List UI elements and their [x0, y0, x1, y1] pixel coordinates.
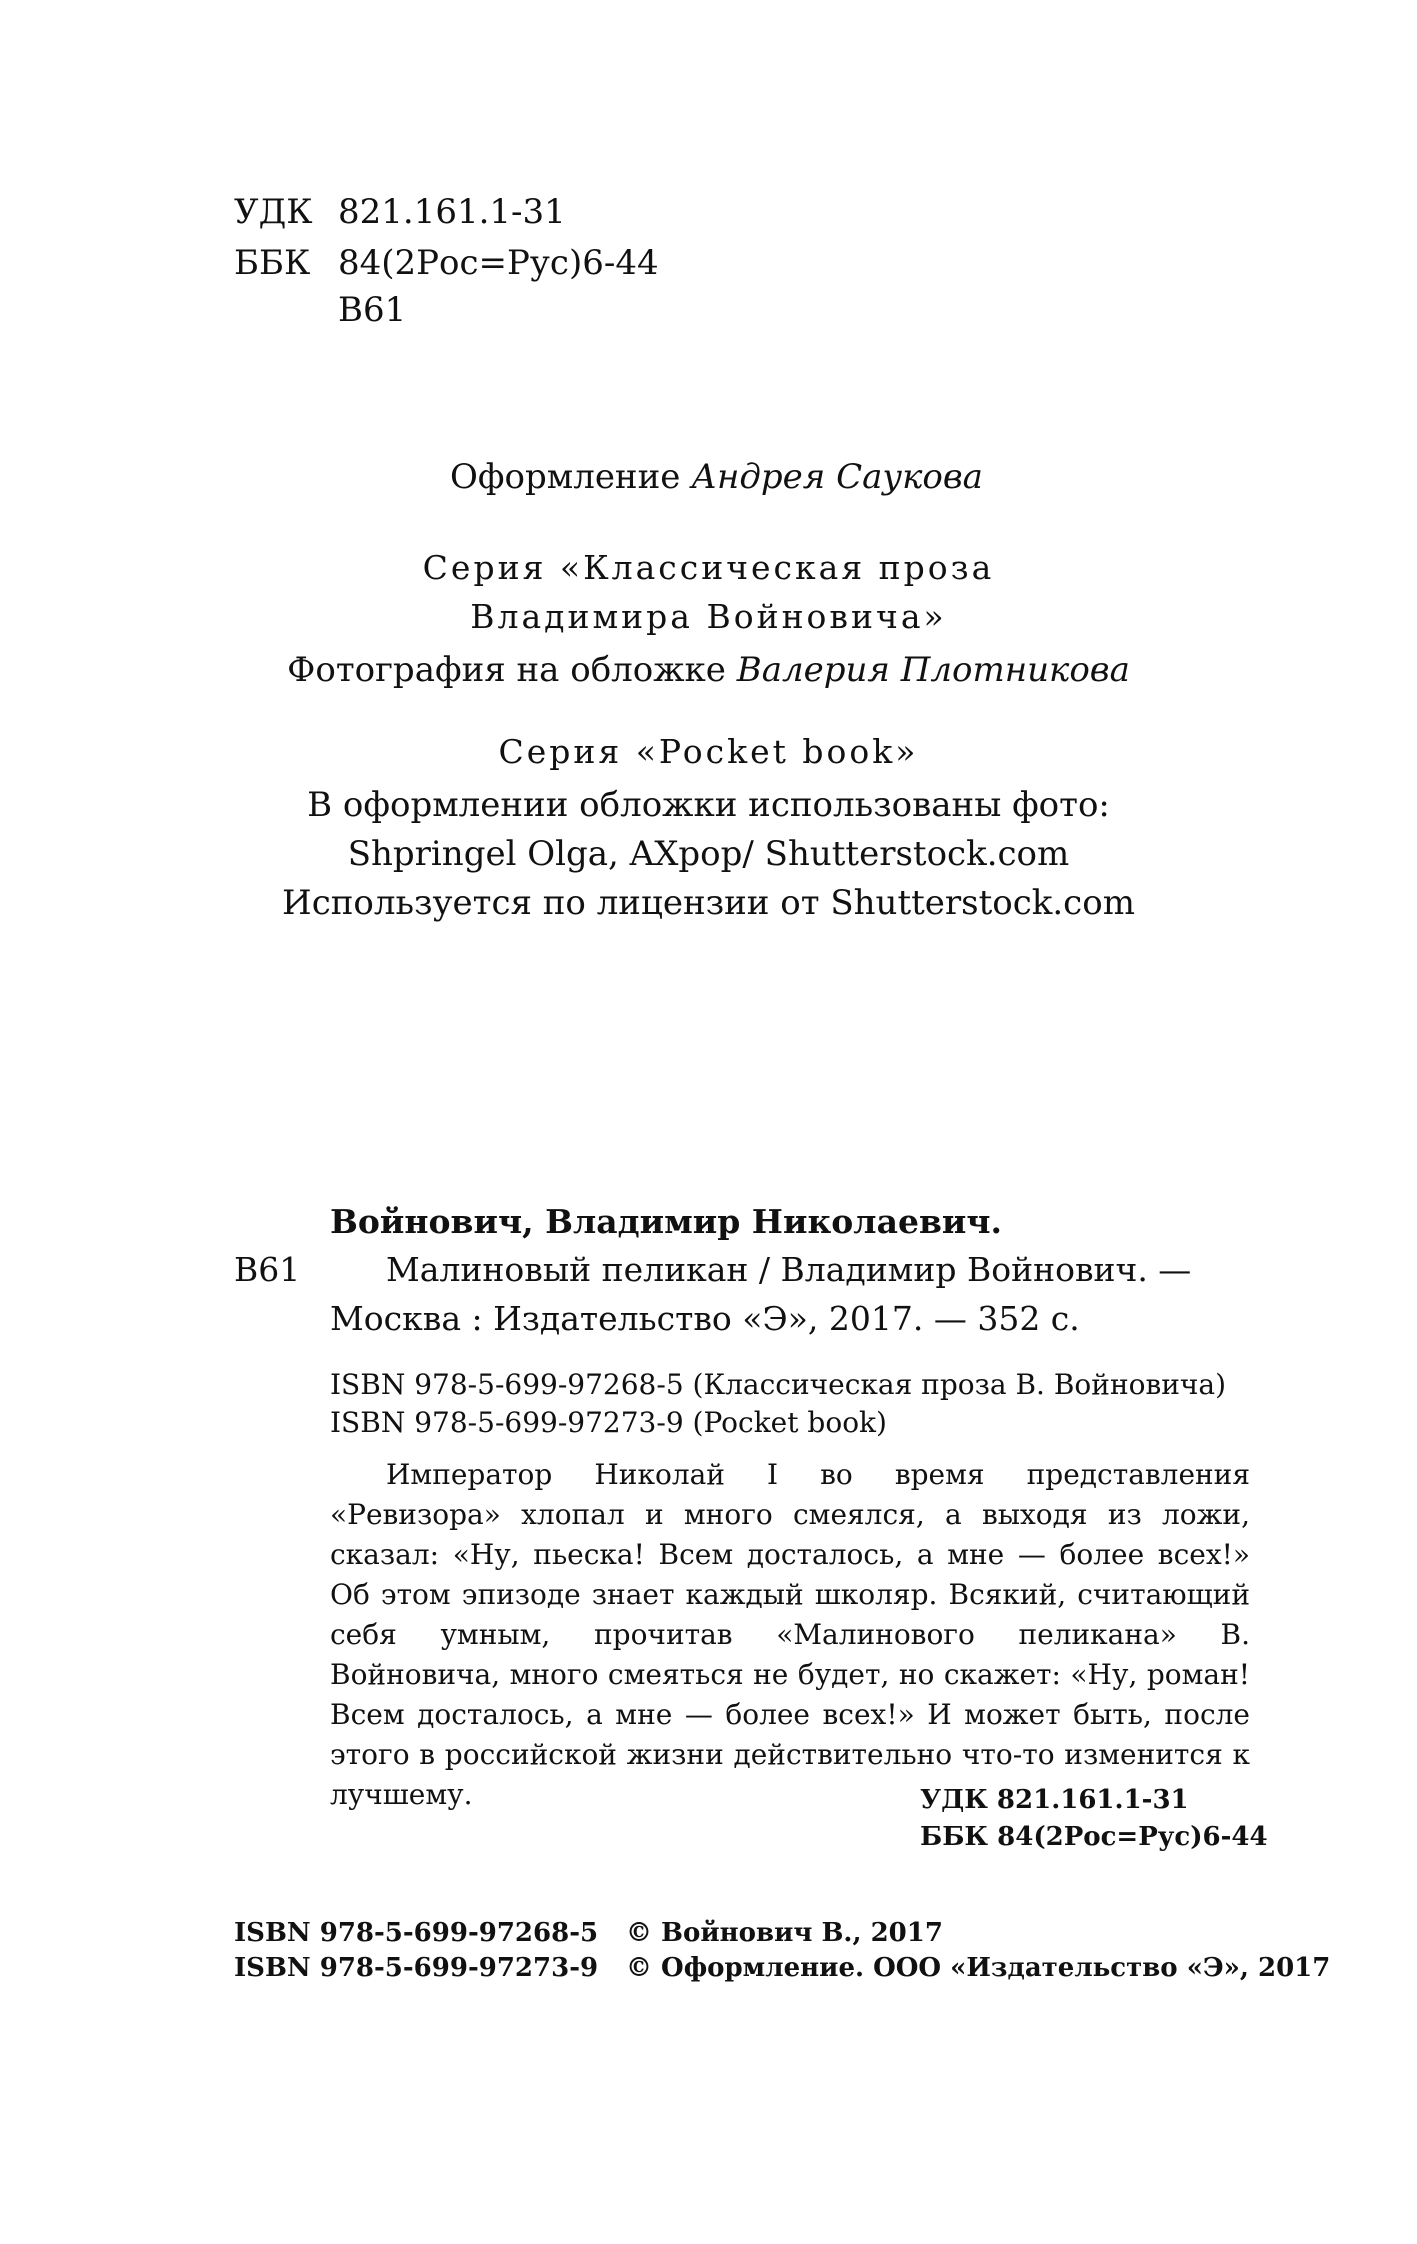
- design-credit: [0, 457, 1417, 497]
- copyright-author: © Войнович В., 2017: [626, 1918, 943, 1948]
- photo-credit: [0, 650, 1417, 690]
- isbn2-record: ISBN 978-5-699-97273-9 (Pocket book): [330, 1406, 887, 1439]
- udk-footer: УДК 821.161.1-31: [920, 1785, 1189, 1815]
- title-line2: Москва : Издательство «Э», 2017. — 352 с.: [330, 1299, 1080, 1338]
- footer-isbn1: ISBN 978-5-699-97268-5: [234, 1918, 599, 1948]
- series1-line2: Владимира Войновича»: [470, 597, 947, 636]
- title-line1: Малиновый пеликан / Владимир Войнович. —: [386, 1250, 1192, 1289]
- author-heading: Войнович, Владимир Николаевич.: [330, 1202, 1002, 1241]
- isbn1-record: ISBN 978-5-699-97268-5 (Классическая проза В. Войновича): [330, 1368, 1227, 1401]
- design-prefix: Оформление: [450, 457, 681, 497]
- udk-value: 821.161.1-31: [338, 192, 566, 232]
- annotation: [330, 1455, 1250, 1815]
- author-sign: В61: [234, 1250, 301, 1289]
- bbk-label: ББК: [234, 243, 311, 283]
- photo-name: Валерия Плотникова: [736, 650, 1130, 690]
- copyright-publisher: © Оформление. ООО «Издательство «Э», 2017: [626, 1953, 1331, 1983]
- bbk-footer: ББК 84(2Рос=Рус)6-44: [920, 1822, 1268, 1852]
- photo-prefix: Фотография на обложке: [287, 650, 726, 690]
- udk-label: УДК: [234, 192, 313, 232]
- photos-line1: В оформлении обложки использованы фото:: [307, 785, 1110, 825]
- series1-line1: Серия «Классическая проза: [422, 548, 995, 587]
- annotation-text: Император Николай I во время представления «Ревизора» хлопал и много смеялся, а выходя из ложи, сказал: «Ну, пьеска! Всем досталось, а мне — более всех!» Об этом эпизоде знает каждый школяр. Всякий, считающий себя умным, прочитав «Малинового пеликана» В. Войновича, много смеяться не будет, но скажет: «Ну, роман! Всем досталось, а мне — более всех!» И может быть, после этого в российской жизни действительно что-то изменится к лучшему.: [330, 1458, 1250, 1811]
- author-sign-top: В61: [338, 290, 407, 330]
- photos-line3: Используется по лицензии от Shutterstock.com: [282, 883, 1135, 923]
- photos-line2: Shpringel Olga, AXpop/ Shutterstock.com: [347, 834, 1070, 874]
- design-name: Андрея Саукова: [691, 457, 983, 497]
- footer-isbn2: ISBN 978-5-699-97273-9: [234, 1953, 599, 1983]
- bbk-value: 84(2Рос=Рус)6-44: [338, 243, 659, 283]
- series2: Серия «Pocket book»: [498, 732, 919, 771]
